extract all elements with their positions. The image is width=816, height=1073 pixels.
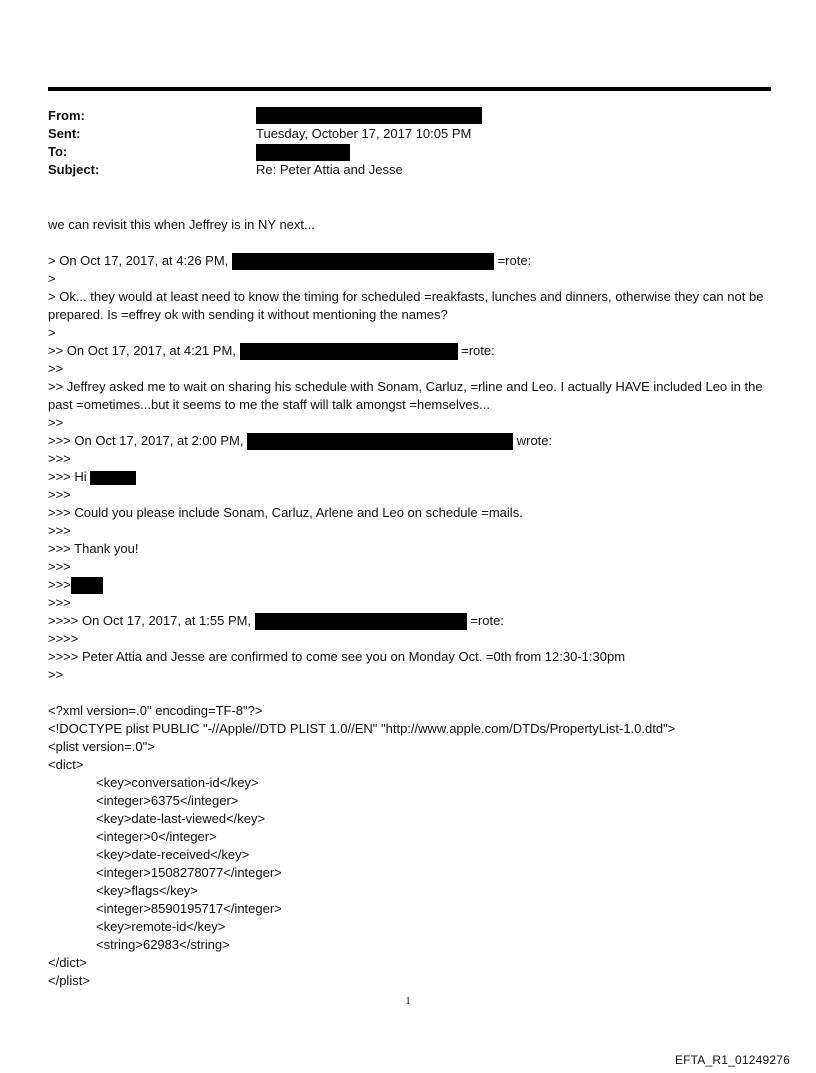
quote-3-signature: >>> — [48, 576, 773, 594]
email-header — [48, 107, 773, 179]
redacted-signature — [71, 577, 103, 594]
quote-marker: > — [48, 325, 56, 340]
from-label: From: — [48, 108, 85, 123]
bates-stamp: EFTA_R1_01249276 — [674, 1053, 790, 1067]
quote-marker: >>> — [48, 487, 71, 502]
quote-marker: >>> — [48, 523, 71, 538]
to-label: To: — [48, 144, 68, 159]
quote-marker: >> — [48, 415, 64, 430]
quote-3-text: >>> Could you please include Sonam, Carluz, Arlene and Leo on schedule =mails. — [48, 505, 523, 520]
quote-marker: >>> — [48, 451, 71, 466]
quote-marker: >>> — [48, 595, 71, 610]
plist-line: <key>date-last-viewed</key> — [96, 811, 266, 826]
opening-line: we can revisit this when Jeffrey is in NY next... — [48, 217, 315, 232]
dict-close: </dict> — [48, 955, 88, 970]
redacted-sender — [232, 253, 494, 270]
plist-line: <key>date-received</key> — [96, 847, 250, 862]
plist-doctype: <!DOCTYPE plist PUBLIC "-//Apple//DTD PLIST 1.0//EN" "http://www.apple.com/DTDs/PropertyList-1.0.dtd"> — [48, 721, 676, 736]
redacted-sender — [255, 613, 467, 630]
quote-marker: >> — [48, 361, 64, 376]
quote-1-header: > On Oct 17, 2017, at 4:26 PM, =rote: — [48, 252, 773, 270]
plist-line: <key>conversation-id</key> — [96, 775, 259, 790]
quote-4-header: >>>> On Oct 17, 2017, at 1:55 PM, =rote: — [48, 612, 773, 630]
subject-label: Subject: — [48, 162, 100, 177]
to-value-redacted — [256, 143, 350, 161]
quote-1-text: > Ok... they would at least need to know the timing for scheduled =reakfasts, lunches and dinners, otherwise they can not be prepared. Is =effrey ok with sending it without mentioning the names? — [48, 289, 764, 322]
quote-4-text: >>>> Peter Attia and Jesse are confirmed to come see you on Monday Oct. =0th from 12:30-1:30pm — [48, 649, 626, 664]
plist-line: <integer>8590195717</integer> — [96, 901, 282, 916]
sent-value: Tuesday, October 17, 2017 10:05 PM — [256, 126, 472, 141]
quote-2-text: >> Jeffrey asked me to wait on sharing his schedule with Sonam, Carluz, =rline and Leo. I actually HAVE included Leo in the past =ometimes...but it seems to me the staff will talk amongst =hemselves... — [48, 379, 763, 412]
plist-open: <plist version=.0"> — [48, 739, 155, 754]
page-number: 1 — [405, 995, 411, 1007]
quote-3-thanks: >>> Thank you! — [48, 541, 139, 556]
plist-xml-decl: <?xml version=.0" encoding=TF-8"?> — [48, 703, 263, 718]
quote-2-header: >> On Oct 17, 2017, at 4:21 PM, =rote: — [48, 342, 773, 360]
plist-line: <key>flags</key> — [96, 883, 198, 898]
plist-close: </plist> — [48, 973, 90, 988]
quote-3-header: >>> On Oct 17, 2017, at 2:00 PM, wrote: — [48, 432, 773, 450]
plist-line: <string>62983</string> — [96, 937, 230, 952]
redacted-sender — [240, 343, 458, 360]
header-rule — [48, 87, 771, 91]
sent-label: Sent: — [48, 126, 81, 141]
redacted-sender — [247, 433, 513, 450]
plist-line: <integer>1508278077</integer> — [96, 865, 282, 880]
quote-marker: >>> — [48, 559, 71, 574]
plist-line: <key>remote-id</key> — [96, 919, 226, 934]
quote-marker: >> — [48, 667, 64, 682]
redacted-name — [90, 471, 136, 485]
from-value-redacted — [256, 106, 482, 124]
email-body — [48, 216, 773, 990]
quote-marker: > — [48, 271, 56, 286]
subject-value: Re: Peter Attia and Jesse — [256, 162, 403, 177]
dict-open: <dict> — [48, 757, 84, 772]
quote-3-greeting: >>> Hi — [48, 468, 773, 486]
plist-line: <integer>6375</integer> — [96, 793, 239, 808]
plist-line: <integer>0</integer> — [96, 829, 217, 844]
quote-marker: >>>> — [48, 631, 79, 646]
